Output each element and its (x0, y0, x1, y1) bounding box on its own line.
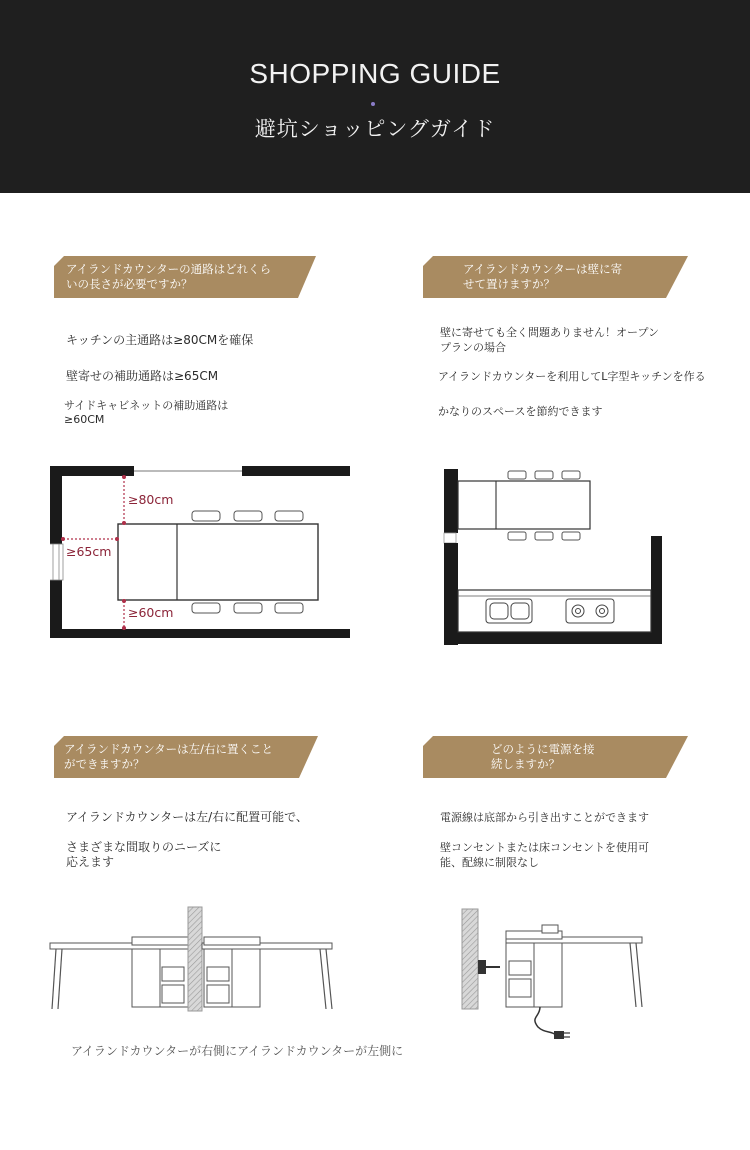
section-2-line: 壁に寄せても全く問題ありません！オープン (440, 326, 660, 339)
section-2-line: アイランドカウンターを利用してL字型キッチンを作る (438, 370, 706, 383)
section-1-line: サイドキャビネットの補助通路は (64, 399, 229, 412)
section-3-line: 応えます (66, 855, 115, 869)
section-4-line: 電源線は底部から引き出すことができます (440, 811, 649, 824)
placement-caption: アイランドカウンターが右側にアイランドカウンターが左側に (71, 1044, 404, 1058)
decor-dot (371, 102, 375, 106)
dim-label-65: ≥65cm (66, 544, 112, 559)
page-title: SHOPPING GUIDE (249, 58, 501, 89)
section-2-banner (423, 256, 688, 298)
left-right-placement-diagram (48, 905, 348, 1015)
page-header (0, 0, 750, 193)
section-3-banner (54, 736, 318, 778)
section-2-line: プランの場合 (440, 341, 506, 354)
banner-line: ができますか？ (64, 757, 145, 771)
banner-line: どのように電源を接 (491, 742, 595, 756)
dim-label-80: ≥80cm (128, 492, 174, 507)
section-3-line: アイランドカウンターは左/右に配置可能で、 (66, 810, 308, 824)
page-subtitle: 避坑ショッピングガイド (254, 117, 496, 141)
section-4-banner (423, 736, 688, 778)
banner-line: 続しますか？ (491, 757, 560, 771)
power-connection-diagram (460, 905, 650, 1045)
l-shape-kitchen-plan (440, 466, 665, 646)
section-4-line: 能、配線に制限なし (440, 856, 539, 869)
banner-line: アイランドカウンターは壁に寄 (463, 262, 623, 276)
island-passage-plan (50, 466, 352, 640)
section-4-line: 壁コンセントまたは床コンセントを使用可 (440, 841, 649, 854)
section-3-line: さまざまな間取りのニーズに (66, 840, 222, 854)
banner-line: せて置けますか？ (463, 277, 555, 291)
banner-line: いの長さが必要ですか？ (66, 277, 193, 291)
banner-line: アイランドカウンターは左/右に置くこと (64, 742, 274, 756)
section-2-line: かなりのスペースを節約できます (438, 405, 603, 418)
section-1-banner (54, 256, 316, 298)
section-1-line: キッチンの主通路は≥80CMを確保 (66, 333, 254, 347)
banner-line: アイランドカウンターの通路はどれくら (66, 262, 272, 276)
section-1-line: ≥60CM (64, 413, 105, 426)
section-1-line: 壁寄せの補助通路は≥65CM (66, 369, 219, 383)
dim-label-60: ≥60cm (128, 605, 174, 620)
